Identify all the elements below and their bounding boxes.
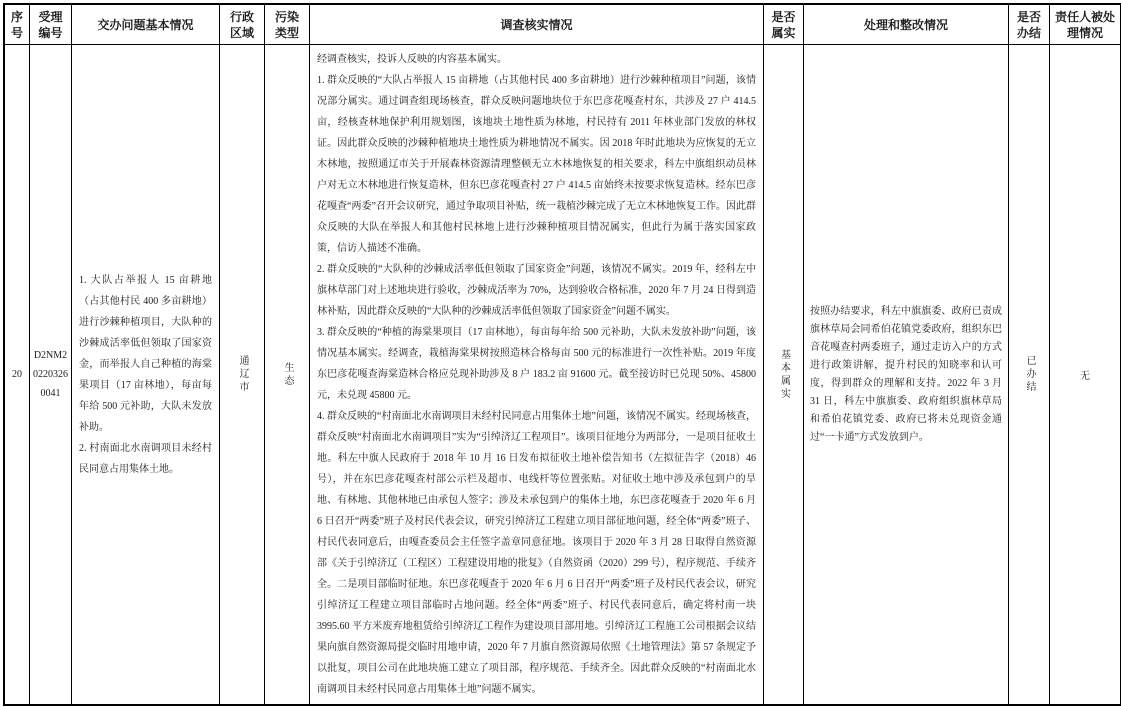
cell-is-concluded [1009,45,1050,704]
col-header-seq-label: 序号 [10,9,23,40]
cell-problem [72,45,220,704]
region-value: 通辽市 [237,355,248,394]
handling-paragraph: 按照办结要求，科左中旗旗委、政府已责成旗林草局会同希伯花镇党委政府，组织东巴音花嘎查村两委班子，通过走访入户的方式进行政策讲解，提升村民的知晓率和认可度，得到群众的理解和支持。2022 年 3 月 31 日，科左中旗旗委、政府组织旗林草局和希伯花镇党委、政府已将未兑现资金通过“一卡通”方式发放到户。 [810,305,1002,443]
accountability-value: 无 [1080,371,1090,382]
col-header-pollution-type-label: 污染类型 [274,9,299,40]
col-header-pollution-type [265,5,310,45]
problem-paragraph-2: 2. 村南面北水南调项目未经村民同意占用集体土地。 [79,442,212,475]
col-header-handling-label: 处理和整改情况 [863,17,948,32]
cell-pollution-type [265,45,310,704]
investigation-paragraph-3: 3. 群众反映的“种植的海棠果项目（17 亩林地），每亩每年给 500 元补助，大队未发放补助”问题，该情况基本属实。经调查，栽植海棠果树按照造林合格每亩 500 元的标准进行一次性补贴。2019 年度东巴彦花嘎查海棠造林合格应兑现补助涉及 8 户 183.2 亩 91600 元。截至接访时已兑现 50%、45800 元，未兑现 45800 元。 [317,327,756,401]
investigation-paragraph-4: 4. 群众反映的“村南面北水南调项目未经村民同意占用集体土地”问题，该情况不属实。经现场核查，群众反映“村南面北水南调项目”实为“引绰济辽工程项目”。该项目征地分为两部分，一是项目征收土地。科左中旗人民政府于 2018 年 10 月 16 日发布拟征收土地补偿告知书（左拟征告字（2018）46 号），并在东巴彦花嘎查村部公示栏及超市、电线杆等位置张贴。对征收土地中涉及承包到户的旱地、有林地、其他林地已由承包人签字；涉及未承包到户的集体土地，东巴彦花嘎查于 2020 年 6 月 6 日召开“两委”班子及村民代表会议，研究引绰济辽工程建立项目部征地问题，经全体“两委”班子、村民代表同意后，由嘎查委员会主任签字盖章同意征地。该项目于 2020 年 3 月 28 日取得自然资源部《关于引绰济辽（工程区）工程建设用地的批复》（自然资函（2020）299 号），程序规范、手续齐全。二是项目部临时征地。东巴彦花嘎查于 2020 年 6 月 6 日召开“两委”班子及村民代表会议，研究引绰济辽工程建立项目部临时占地问题。经全体“两委”班子、村民代表同意后，确定将村南一块 3995.60 平方米废弃地租赁给引绰济辽工程作为建设项目部用地。引绰济辽工程施工公司根据会议结果向旗自然资源局提交临时用地申请，2020 年 7 月旗自然资源局依照《土地管理法》第 57 条规定予以批复，项目公司在此地块施工建立了项目部，程序规范、手续齐全。因此群众反映的“村南面北水南调项目未经村民同意占用集体土地”问题不属实。 [317,411,756,695]
col-header-accountability-label: 责任人被处理情况 [1054,9,1115,40]
col-header-accountability [1050,5,1120,45]
col-header-problem-label: 交办问题基本情况 [97,17,194,32]
investigation-paragraph-0: 经调查核实，投诉人反映的内容基本属实。 [317,54,507,65]
col-header-is-verified [764,5,804,45]
col-header-seq [5,5,30,45]
col-header-problem [72,5,220,45]
problem-paragraph-1: 1. 大队占举报人 15 亩耕地（占其他村民 400 多亩耕地）进行沙棘种植项目，大队种的沙棘成活率低但领取了国家资金，而举报人自己种植的海棠果项目（17 亩林地），每亩每年给 500 元补助，大队未发放补助。 [79,274,212,433]
col-header-handling [804,5,1009,45]
cell-accountability [1050,45,1120,704]
cell-seq [5,45,30,704]
pollution-type-value: 生态 [282,361,293,388]
case-table [3,3,1121,706]
is-concluded-value: 已办结 [1024,355,1035,394]
is-verified-value: 基本属实 [778,348,790,401]
col-header-case-number [30,5,72,45]
col-header-is-concluded [1009,5,1050,45]
seq-value: 20 [12,369,22,380]
cell-region [220,45,265,704]
col-header-is-concluded-label: 是否办结 [1016,9,1041,40]
col-header-region-label: 行政区域 [229,9,254,40]
col-header-region [220,5,265,45]
investigation-paragraph-1: 1. 群众反映的“大队占举报人 15 亩耕地（占其他村民 400 多亩耕地）进行沙棘种植项目”问题，该情况部分属实。通过调查组现场核查，群众反映问题地块位于东巴彦花嘎查村东，共涉及 27 户 414.5 亩，经核查林地保护利用规划图，该地块土地性质为林地，村民持有 2011 年林业部门发放的林权证。因此群众反映的沙棘种植地块土地性质为耕地情况不属实。因 2018 年时此地块为应恢复的无立木林地，按照通辽市关于开展森林资源清理整顿无立木林地恢复的相关要求，科左中旗组织动员林户对无立木林地进行恢复造林，但东巴彦花嘎查村 27 户 414.5 亩始终未按要求恢复造林。经东巴彦花嘎查“两委”召开会议研究，通过争取项目补贴，统一栽植沙棘完成了无立木林地恢复工作。因此群众反映的大队在举报人和其他村民林地上进行沙棘种植项目情况属实，但此行为属于落实国家政策，信访人描述不准确。 [317,75,756,254]
case-number-value: D2NM202203260041 [33,350,68,399]
cell-investigation [310,45,764,704]
cell-is-verified [764,45,804,704]
col-header-investigation-label: 调查核实情况 [500,17,573,32]
col-header-investigation [310,5,764,45]
investigation-paragraph-2: 2. 群众反映的“大队种的沙棘成活率低但领取了国家资金”问题，该情况不属实。2019 年，经科左中旗林草部门对上述地块进行验收，沙棘成活率为 70%，达到验收合格标准，2020 年 7 月 24 日得到造林补贴，因此群众反映的“大队种的沙棘成活率低但领取了国家资金”问题不属实。 [317,264,756,317]
col-header-case-number-label: 受理编号 [38,9,63,40]
cell-case-number [30,45,72,704]
col-header-is-verified-label: 是否属实 [771,9,796,40]
cell-handling [804,45,1009,704]
